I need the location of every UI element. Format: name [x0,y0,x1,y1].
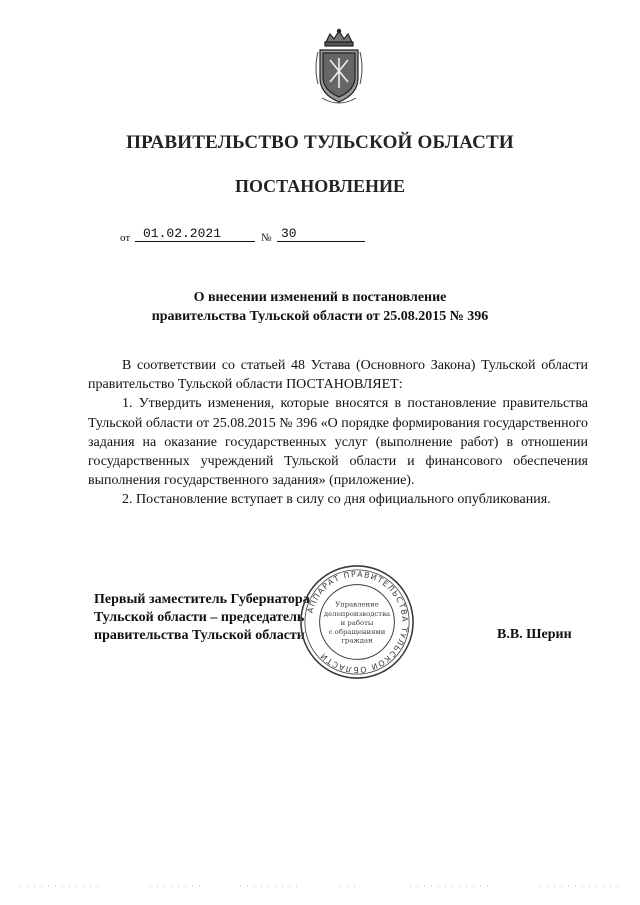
document-number: 30 [277,226,365,242]
signer-position-line-1: Первый заместитель Губернатора [94,592,310,607]
document-type: ПОСТАНОВЛЕНИЕ [234,176,406,196]
document-subject [0,288,640,326]
seal-center-line-5: граждан [341,636,373,645]
signer-position-line-3: правительства Тульской области [94,628,305,643]
seal-center-line-3: и работы [340,618,374,627]
government-title: ПРАВИТЕЛЬСТВО ТУЛЬСКОЙ ОБЛАСТИ [126,132,514,153]
document-body [88,356,588,510]
signer-position-line-2: Тульской области – председатель [94,610,305,625]
seal-ring-text: АППАРАТ ПРАВИТЕЛЬСТВА ТУЛЬСКОЙ ОБЛАСТИ [305,569,410,675]
seal-center-line-4: с обращениями [328,627,386,636]
number-prefix: № [261,232,272,244]
seal-center-line-1: Управление [335,600,379,609]
signer-name: В.В. Шерин [497,627,572,642]
subject-line-2: правительства Тульской области от 25.08.2015 № 396 [151,309,489,324]
body-paragraph: 1. Утвердить изменения, которые вносятся в постановление правительства Тульской области от 25.08.2015 № 396 «О порядке формирования государственного задания на оказание государственных услуг (выполнение работ) в отношении государственных учреждений Тульской области и финансового обеспечения выполнения государственного задания» (приложение). [88,396,588,489]
body-paragraph: 2. Постановление вступает в силу со дня официального опубликования. [122,492,551,508]
body-paragraph: В соответствии со статьей 48 Устава (Основного Закона) Тульской области правительство Тульской области ПОСТАНОВЛЯЕТ: [88,358,588,393]
seal-center-line-2: делопроизводства [323,610,391,619]
scan-noise-marks [0,880,640,892]
subject-line-1: О внесении изменений в постановление [193,290,447,305]
official-seal [298,563,416,681]
document-date: 01.02.2021 [135,226,255,242]
date-prefix: от [120,232,131,244]
coat-of-arms-icon [312,28,366,108]
